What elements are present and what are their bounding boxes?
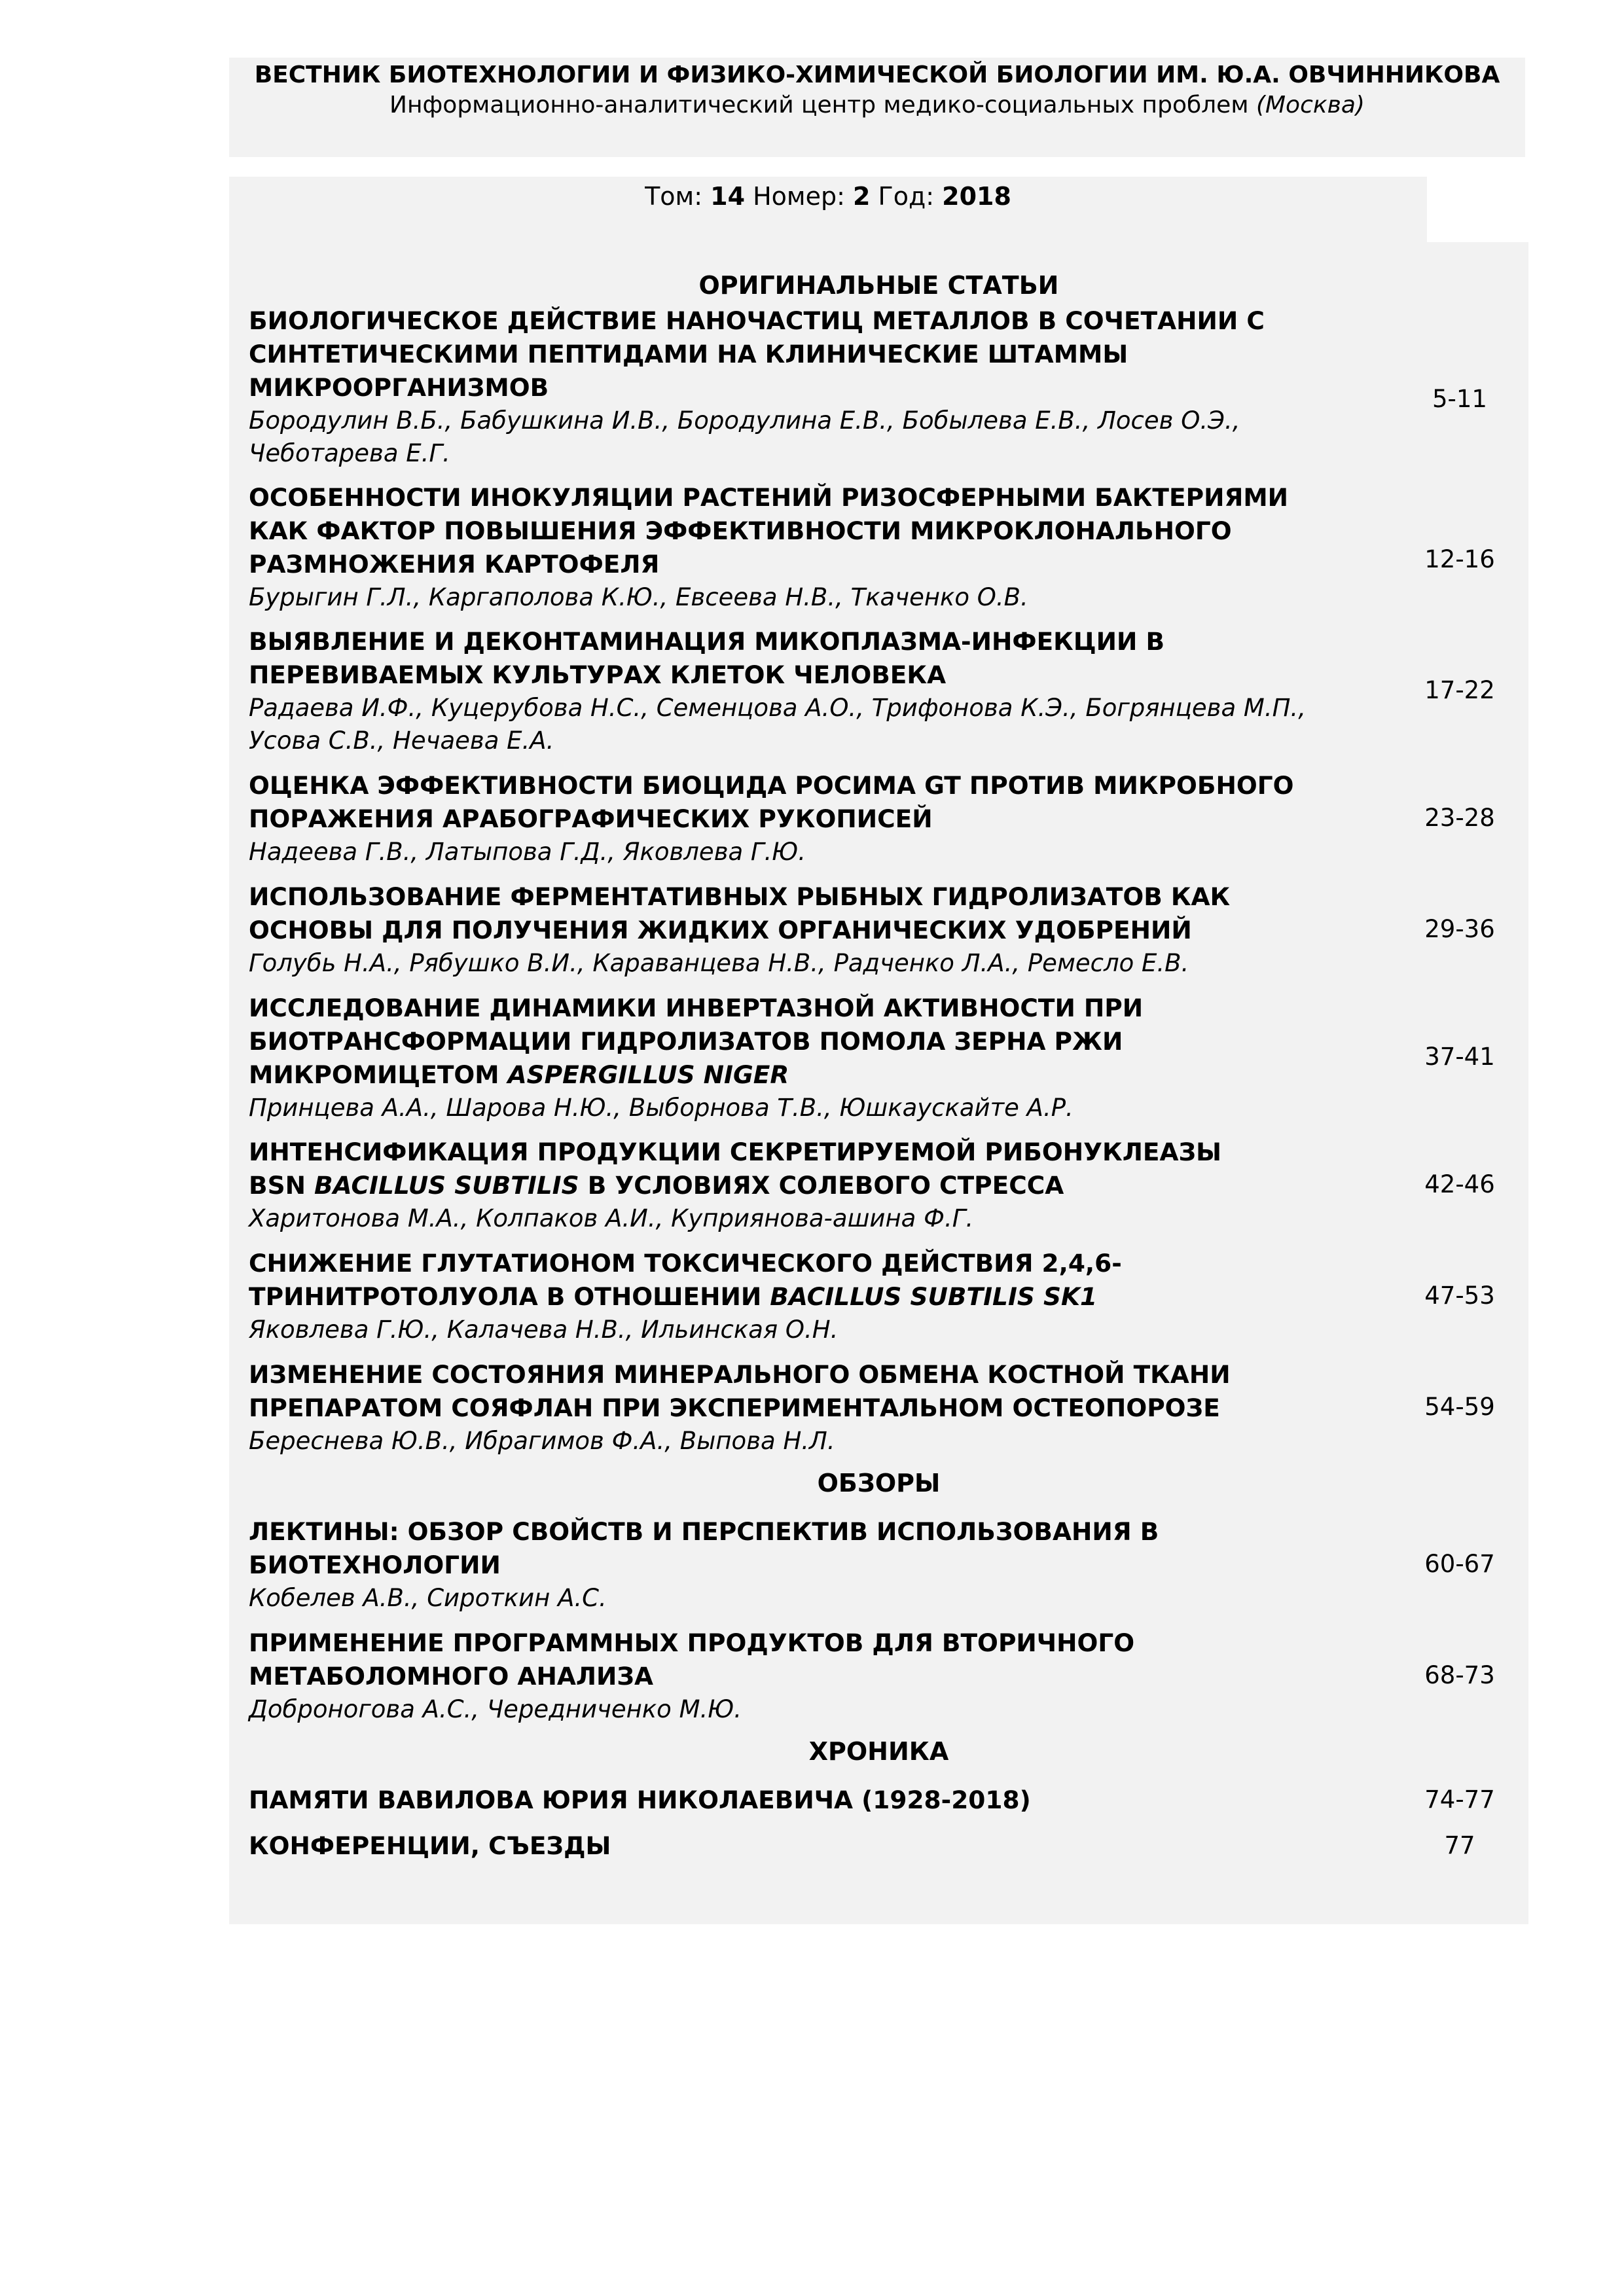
- issue-info: [229, 177, 1427, 242]
- section-heading-original: ОРИГИНАЛЬНЫЕ СТАТЬИ: [698, 271, 1059, 300]
- title-line: ОЦЕНКА ЭФФЕКТИВНОСТИ БИОЦИДА РОСИМА GT ПРОТИВ МИКРОБНОГО: [249, 771, 1294, 800]
- journal-title: ВЕСТНИК БИОТЕХНОЛОГИИ И ФИЗИКО-ХИМИЧЕСКОЙ БИОЛОГИИ ИМ. Ю.А. ОВЧИННИКОВА: [254, 62, 1500, 88]
- article-entry[interactable]: [249, 992, 1558, 1124]
- authors-line: Бородулин В.Б., Бабушкина И.В., Бородулина Е.В., Бобылева Е.В., Лосев О.Э.,: [249, 406, 1240, 435]
- article-title[interactable]: [249, 481, 1401, 581]
- title-text: ТРИНИТРОТОЛУОЛА В ОТНОШЕНИИ: [249, 1282, 770, 1311]
- volume-value: 14: [710, 182, 746, 211]
- article-authors: [249, 947, 1401, 980]
- authors-line: Надеева Г.В., Латыпова Г.Д., Яковлева Г.Ю.: [249, 838, 806, 866]
- article-title[interactable]: [249, 1829, 1401, 1863]
- article-entry[interactable]: [249, 1784, 1558, 1817]
- article-entry[interactable]: [249, 1136, 1558, 1235]
- journal-header: [229, 58, 1525, 157]
- article-pages: 17-22: [1424, 676, 1495, 704]
- article-entry[interactable]: [249, 304, 1558, 470]
- title-line: КАК ФАКТОР ПОВЫШЕНИЯ ЭФФЕКТИВНОСТИ МИКРОКЛОНАЛЬНОГО: [249, 516, 1232, 545]
- article-authors: [249, 836, 1401, 869]
- title-line: [249, 1169, 1401, 1202]
- article-title[interactable]: [249, 1515, 1401, 1582]
- article-pages: 5-11: [1432, 385, 1487, 413]
- article-title[interactable]: [249, 769, 1401, 836]
- article-pages: 12-16: [1424, 545, 1495, 573]
- title-line: [249, 1058, 1401, 1092]
- authors-line: Радаева И.Ф., Куцерубова Н.С., Семенцова А.О., Трифонова К.Э., Богрянцева М.П.,: [249, 694, 1306, 722]
- article-authors: [249, 1202, 1401, 1235]
- authors-line: Бурыгин Г.Л., Каргаполова К.Ю., Евсеева Н.В., Ткаченко О.В.: [249, 583, 1028, 611]
- article-pages: 29-36: [1424, 915, 1495, 943]
- authors-line: Кобелев А.В., Сироткин А.С.: [249, 1584, 607, 1612]
- article-authors: [249, 1693, 1401, 1726]
- title-line: ИЗМЕНЕНИЕ СОСТОЯНИЯ МИНЕРАЛЬНОГО ОБМЕНА КОСТНОЙ ТКАНИ: [249, 1360, 1231, 1389]
- title-text: МИКРОМИЦЕТОМ: [249, 1060, 508, 1089]
- number-label: Номер:: [753, 182, 845, 211]
- article-pages: 54-59: [1424, 1393, 1495, 1421]
- article-pages: 74-77: [1424, 1785, 1495, 1814]
- authors-line: Яковлева Г.Ю., Калачева Н.В., Ильинская О.Н.: [249, 1316, 839, 1344]
- article-entry[interactable]: [249, 1515, 1558, 1615]
- article-entry[interactable]: [249, 481, 1558, 614]
- article-title[interactable]: [249, 1626, 1401, 1693]
- publisher-name: Информационно-аналитический центр медико-социальных проблем: [389, 92, 1249, 118]
- publisher-city: (Москва): [1255, 92, 1365, 118]
- article-pages: 37-41: [1424, 1043, 1495, 1071]
- species-name: ASPERGILLUS NIGER: [507, 1060, 789, 1089]
- number-value: 2: [853, 182, 871, 211]
- year-label: Год:: [878, 182, 935, 211]
- article-title[interactable]: [249, 1358, 1401, 1425]
- title-line: ПРЕПАРАТОМ СОЯФЛАН ПРИ ЭКСПЕРИМЕНТАЛЬНОМ ОСТЕОПОРОЗЕ: [249, 1393, 1220, 1422]
- title-line: КОНФЕРЕНЦИИ, СЪЕЗДЫ: [249, 1831, 611, 1860]
- article-title[interactable]: [249, 880, 1401, 947]
- species-name: BACILLUS SUBTILIS: [314, 1171, 579, 1200]
- title-line: ЛЕКТИНЫ: ОБЗОР СВОЙСТВ И ПЕРСПЕКТИВ ИСПОЛЬЗОВАНИЯ В: [249, 1517, 1159, 1546]
- article-authors: [249, 1425, 1401, 1458]
- article-authors: [249, 1314, 1401, 1346]
- article-entry[interactable]: [249, 880, 1558, 980]
- authors-line: Харитонова М.А., Колпаков А.И., Куприянова-ашина Ф.Г.: [249, 1204, 974, 1232]
- title-line: ПОРАЖЕНИЯ АРАБОГРАФИЧЕСКИХ РУКОПИСЕЙ: [249, 804, 933, 833]
- title-line: ИССЛЕДОВАНИЕ ДИНАМИКИ ИНВЕРТАЗНОЙ АКТИВНОСТИ ПРИ: [249, 994, 1144, 1022]
- title-line: ИСПОЛЬЗОВАНИЕ ФЕРМЕНТАТИВНЫХ РЫБНЫХ ГИДРОЛИЗАТОВ КАК: [249, 882, 1231, 911]
- article-pages: 23-28: [1424, 804, 1495, 832]
- title-text: BSN: [249, 1171, 315, 1200]
- title-line: СИНТЕТИЧЕСКИМИ ПЕПТИДАМИ НА КЛИНИЧЕСКИЕ ШТАММЫ: [249, 340, 1128, 368]
- article-entry[interactable]: [249, 625, 1558, 757]
- article-title[interactable]: [249, 1136, 1401, 1202]
- title-line: МЕТАБОЛОМНОГО АНАЛИЗА: [249, 1662, 654, 1691]
- article-authors: [249, 581, 1401, 614]
- section-heading-reviews: ОБЗОРЫ: [817, 1469, 941, 1498]
- title-text: В УСЛОВИЯХ СОЛЕВОГО СТРЕССА: [579, 1171, 1064, 1200]
- authors-line: Голубь Н.А., Рябушко В.И., Караванцева Н.В., Радченко Л.А., Ремесло Е.В.: [249, 949, 1189, 977]
- title-line: БИОТЕХНОЛОГИИ: [249, 1551, 501, 1579]
- title-line: ОСОБЕННОСТИ ИНОКУЛЯЦИИ РАСТЕНИЙ РИЗОСФЕРНЫМИ БАКТЕРИЯМИ: [249, 483, 1289, 512]
- article-authors: [249, 404, 1401, 470]
- section-heading-chronicle: ХРОНИКА: [808, 1737, 949, 1766]
- article-authors: [249, 1092, 1401, 1124]
- authors-line: Доброногова А.С., Чередниченко М.Ю.: [249, 1695, 742, 1723]
- article-entry[interactable]: [249, 1829, 1558, 1863]
- title-line: МИКРООРГАНИЗМОВ: [249, 373, 549, 402]
- title-line: ИНТЕНСИФИКАЦИЯ ПРОДУКЦИИ СЕКРЕТИРУЕМОЙ РИБОНУКЛЕАЗЫ: [249, 1138, 1221, 1166]
- title-line: ПРИМЕНЕНИЕ ПРОГРАММНЫХ ПРОДУКТОВ ДЛЯ ВТОРИЧНОГО: [249, 1628, 1135, 1657]
- title-line: БИОЛОГИЧЕСКОЕ ДЕЙСТВИЕ НАНОЧАСТИЦ МЕТАЛЛОВ В СОЧЕТАНИИ С: [249, 306, 1265, 335]
- article-pages: 42-46: [1424, 1170, 1495, 1198]
- article-entry[interactable]: [249, 1247, 1558, 1346]
- title-line: ОСНОВЫ ДЛЯ ПОЛУЧЕНИЯ ЖИДКИХ ОРГАНИЧЕСКИХ УДОБРЕНИЙ: [249, 916, 1192, 944]
- authors-line: Береснева Ю.В., Ибрагимов Ф.А., Выпова Н.Л.: [249, 1427, 835, 1455]
- article-title[interactable]: [249, 1247, 1401, 1314]
- volume-label: Том:: [645, 182, 703, 211]
- article-pages: 47-53: [1424, 1282, 1495, 1310]
- species-name: BACILLUS SUBTILIS SK1: [770, 1282, 1098, 1311]
- article-pages: 68-73: [1424, 1661, 1495, 1689]
- article-entry[interactable]: [249, 769, 1558, 869]
- article-pages: 60-67: [1424, 1550, 1495, 1578]
- authors-line: Усова С.В., Нечаева Е.А.: [249, 726, 554, 755]
- article-title[interactable]: [249, 625, 1401, 692]
- title-line: [249, 1280, 1401, 1314]
- article-title[interactable]: [249, 1784, 1401, 1817]
- article-title[interactable]: [249, 992, 1401, 1092]
- article-title[interactable]: [249, 304, 1401, 404]
- title-line: СНИЖЕНИЕ ГЛУТАТИОНОМ ТОКСИЧЕСКОГО ДЕЙСТВИЯ 2,4,6-: [249, 1249, 1122, 1278]
- table-of-contents: [229, 242, 1528, 1924]
- title-line: БИОТРАНСФОРМАЦИИ ГИДРОЛИЗАТОВ ПОМОЛА ЗЕРНА РЖИ: [249, 1027, 1123, 1056]
- article-entry[interactable]: [249, 1626, 1558, 1726]
- article-entry[interactable]: [249, 1358, 1558, 1458]
- article-authors: [249, 1582, 1401, 1615]
- authors-line: Принцева А.А., Шарова Н.Ю., Выборнова Т.В., Юшкаускайте А.Р.: [249, 1094, 1074, 1122]
- publisher-line: [229, 90, 1525, 120]
- article-authors: [249, 692, 1401, 757]
- title-line: ВЫЯВЛЕНИЕ И ДЕКОНТАМИНАЦИЯ МИКОПЛАЗМА-ИНФЕКЦИИ В: [249, 627, 1165, 656]
- title-line: ПАМЯТИ ВАВИЛОВА ЮРИЯ НИКОЛАЕВИЧА (1928-2018): [249, 1785, 1031, 1814]
- article-pages: 77: [1444, 1831, 1475, 1859]
- title-line: РАЗМНОЖЕНИЯ КАРТОФЕЛЯ: [249, 550, 660, 579]
- authors-line: Чеботарева Е.Г.: [249, 439, 450, 467]
- title-line: ПЕРЕВИВАЕМЫХ КУЛЬТУРАХ КЛЕТОК ЧЕЛОВЕКА: [249, 660, 947, 689]
- year-value: 2018: [942, 182, 1011, 211]
